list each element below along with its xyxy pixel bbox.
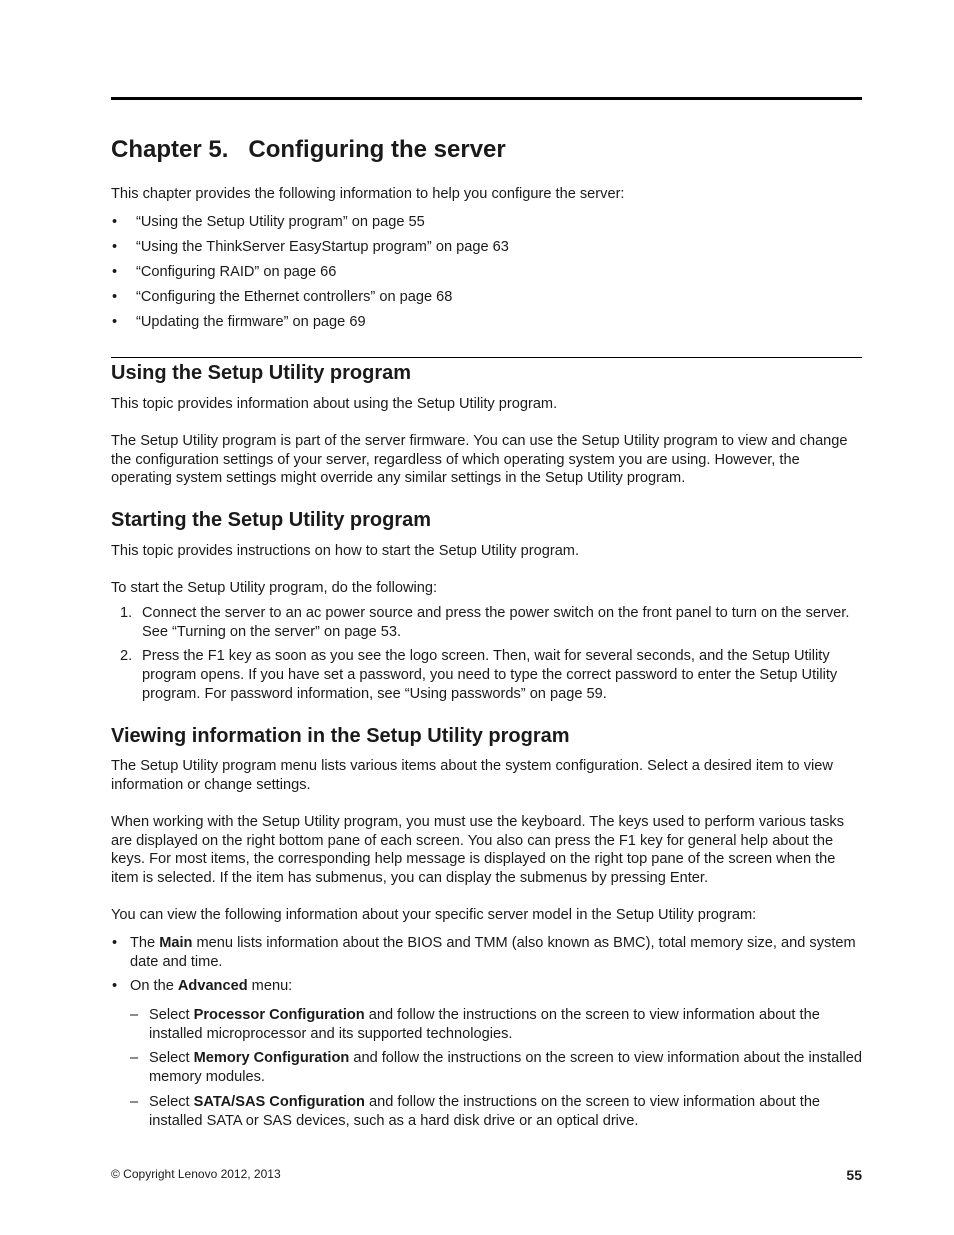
- section-heading-setup-utility: Using the Setup Utility program: [111, 362, 412, 384]
- menu-info-list: [111, 934, 862, 996]
- section-heading-starting: Starting the Setup Utility program: [111, 509, 432, 531]
- advanced-menu-item: • On the Advanced menu:: [111, 977, 862, 996]
- section2-paragraph-2: To start the Setup Utility program, do the following:: [111, 580, 438, 596]
- section3-paragraph-3: You can view the following information about your specific server model in the Setup Utility program:: [111, 907, 757, 923]
- toc-item: [111, 213, 509, 232]
- step-number: 2.: [120, 648, 133, 665]
- step-item: [111, 647, 862, 703]
- toc-link[interactable]: “Configuring RAID” on page 66: [136, 264, 337, 281]
- footer-copyright: © Copyright Lenovo 2012, 2013: [111, 1167, 281, 1181]
- footer-page-number: 55: [846, 1167, 862, 1183]
- section1-paragraph-1: This topic provides information about using the Setup Utility program.: [111, 396, 558, 412]
- chapter-toc-list: [111, 213, 509, 332]
- advanced-menu-label: Advanced: [177, 978, 248, 995]
- toc-item: [111, 263, 509, 282]
- chapter-top-rule: [111, 97, 862, 100]
- section1-paragraph-2: The Setup Utility program is part of the server firmware. You can use the Setup Utility program to view and change the configuration settings of your server, regardless of which operating system you are using. However, the operating system settings might override any similar settings in the Setup Utility program.: [111, 433, 848, 487]
- toc-item: [111, 238, 509, 257]
- section3-paragraph-1: The Setup Utility program menu lists various items about the system configuration. Select a desired item to view information or change settings.: [111, 758, 833, 793]
- submenu-item-memory: – Select Memory Configuration and follow the instructions on the screen to view information about the installed memory modules.: [111, 1049, 862, 1086]
- submenu-item-processor: – Select Processor Configuration and follow the instructions on the screen to view information about the installed microprocessor and its supported technologies.: [111, 1006, 862, 1043]
- step-item: [111, 604, 862, 641]
- section2-paragraph-1: This topic provides instructions on how to start the Setup Utility program.: [111, 543, 580, 559]
- start-steps-list: [111, 604, 862, 704]
- section-heading-viewing: Viewing information in the Setup Utility program: [111, 725, 570, 747]
- section3-paragraph-2: When working with the Setup Utility program, you must use the keyboard. The keys used to perform various tasks are displayed on the right bottom pane of each screen. You also can press the F1 key for general help about the keys. For most items, the corresponding help message is displayed on the right top pane of the screen when the item is selected. If the item has submenus, you can display the submenus by pressing Enter.: [111, 814, 844, 887]
- section-rule: [111, 357, 862, 358]
- toc-item: [111, 313, 509, 332]
- step-number: 1.: [120, 605, 133, 621]
- chapter-name: Configuring the server: [248, 136, 506, 163]
- step-text: Press the F1 key as soon as you see the logo screen. Then, wait for several seconds, and the Setup Utility program opens. If you have set a password, you need to type the correct password to enter the Setup Utility program. For password information, see “Using passwords” on page 59.: [142, 648, 838, 702]
- toc-item: [111, 288, 509, 307]
- toc-link[interactable]: “Updating the firmware” on page 69: [136, 314, 366, 331]
- step-text: Connect the server to an ac power source and press the power switch on the front panel to turn on the server. See “Turning on the server” on page 53.: [142, 605, 850, 640]
- main-menu-label: Main: [159, 935, 193, 951]
- toc-link[interactable]: “Configuring the Ethernet controllers” on page 68: [136, 289, 453, 306]
- main-menu-item: • The Main menu lists information about the BIOS and TMM (also known as BMC), total memory size, and system date and time.: [111, 934, 862, 971]
- submenu-item-sata-sas: – Select SATA/SAS Configuration and follow the instructions on the screen to view information about the installed SATA or SAS devices, such as a hard disk drive or an optical drive.: [111, 1093, 862, 1130]
- advanced-submenu-list: [111, 1006, 862, 1130]
- chapter-title: [111, 134, 506, 166]
- chapter-intro: This chapter provides the following information to help you configure the server:: [111, 186, 625, 202]
- toc-link[interactable]: “Using the ThinkServer EasyStartup program” on page 63: [136, 239, 509, 256]
- chapter-number: Chapter 5.: [111, 136, 229, 163]
- toc-link[interactable]: “Using the Setup Utility program” on page 55: [136, 214, 425, 230]
